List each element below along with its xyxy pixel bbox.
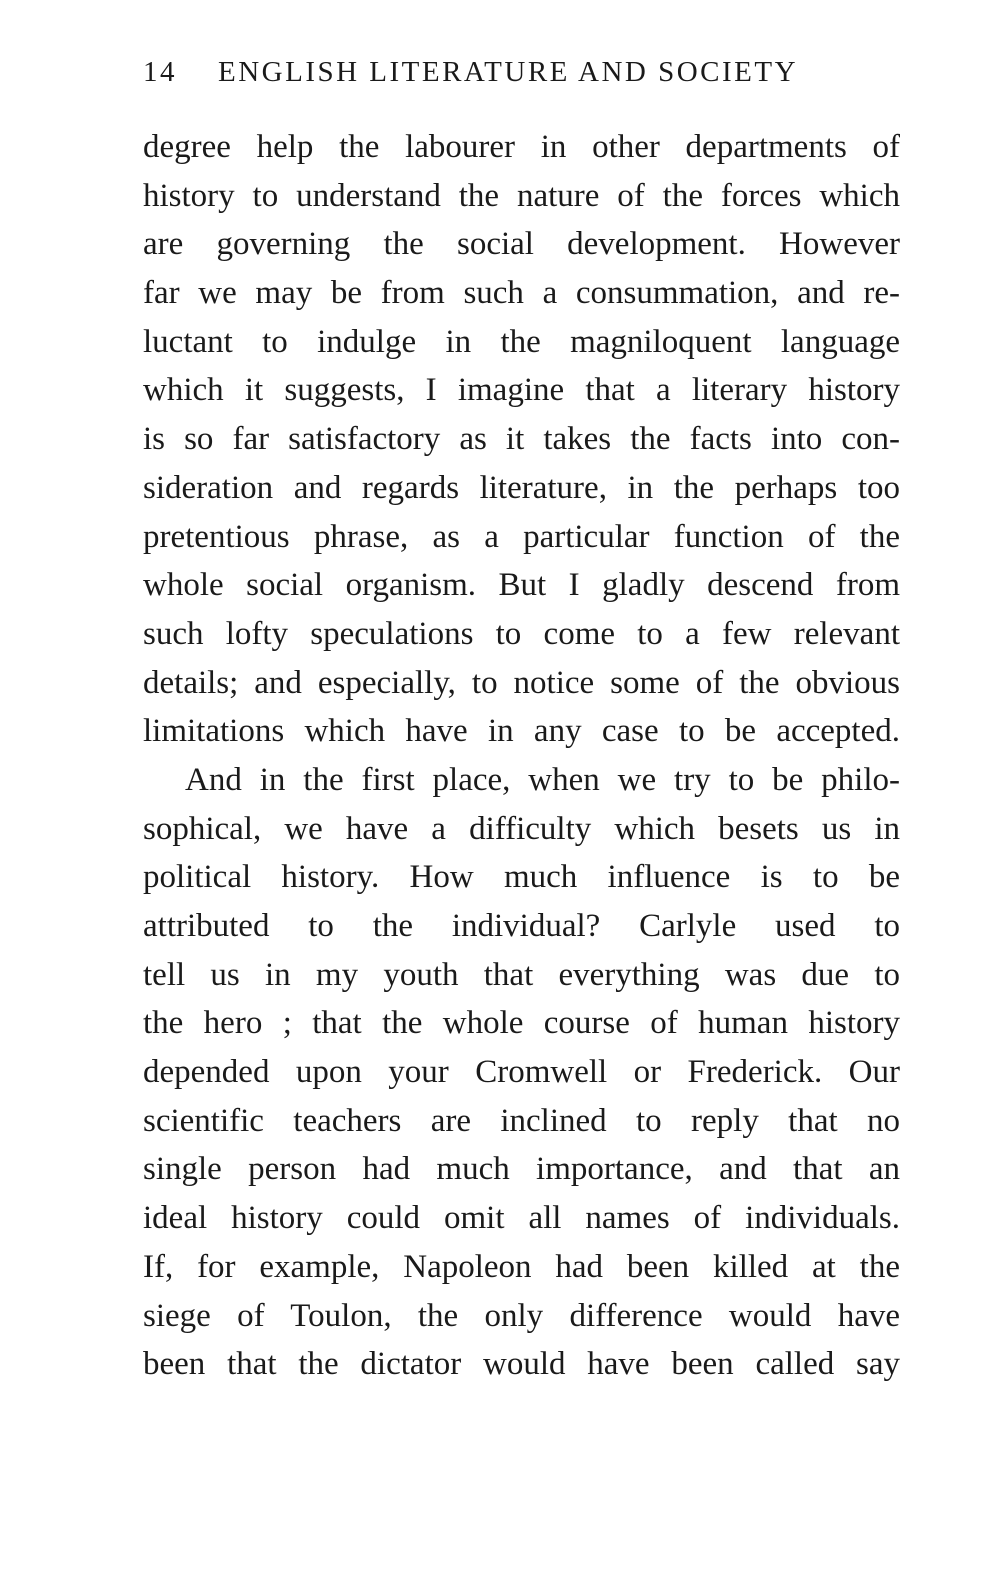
text-line: sophical, we have a difficulty which besets us in — [143, 810, 900, 847]
text-line: political history. How much influence is to be — [143, 859, 900, 896]
text-line: pretentious phrase, as a particular function of the — [143, 518, 900, 555]
text-line: history to understand the nature of the forces which — [143, 177, 900, 214]
text-line: luctant to indulge in the magniloquent language — [143, 323, 900, 360]
paragraph-start-line: And in the first place, when we try to be philo- — [185, 761, 900, 798]
text-line: siege of Toulon, the only difference would have — [143, 1297, 900, 1334]
text-line: are governing the social development. However — [143, 226, 900, 263]
text-line: is so far satisfactory as it takes the facts into con- — [143, 421, 900, 458]
text-line: depended upon your Cromwell or Frederick. Our — [143, 1054, 900, 1091]
text-line: scientific teachers are inclined to reply that no — [143, 1102, 900, 1139]
text-line: the hero ; that the whole course of human history — [143, 1005, 900, 1042]
body-text — [143, 123, 900, 1389]
text-line: attributed to the individual? Carlyle used to — [143, 908, 900, 944]
text-line: sideration and regards literature, in the perhaps too — [143, 469, 900, 506]
page-number: 14 — [143, 56, 177, 88]
text-line: whole social organism. But I gladly descend from — [143, 567, 900, 604]
running-title: ENGLISH LITERATURE AND SOCIETY — [218, 56, 799, 88]
running-head — [143, 56, 900, 100]
text-line: been that the dictator would have been called say — [143, 1346, 900, 1383]
text-line: details; and especially, to notice some of the obvious — [143, 664, 900, 701]
text-line: far we may be from such a consummation, and re- — [143, 275, 900, 312]
paragraph-end-line: limitations which have in any case to be accepted. — [143, 713, 900, 750]
text-line: such lofty speculations to come to a few relevant — [143, 615, 900, 652]
text-line: ideal history could omit all names of individuals. — [143, 1200, 900, 1237]
text-line: If, for example, Napoleon had been killed at the — [143, 1248, 900, 1285]
text-line: degree help the labourer in other departments of — [143, 129, 900, 165]
text-line: which it suggests, I imagine that a literary history — [143, 372, 900, 409]
text-line: tell us in my youth that everything was due to — [143, 956, 900, 993]
text-line: single person had much importance, and that an — [143, 1151, 900, 1188]
